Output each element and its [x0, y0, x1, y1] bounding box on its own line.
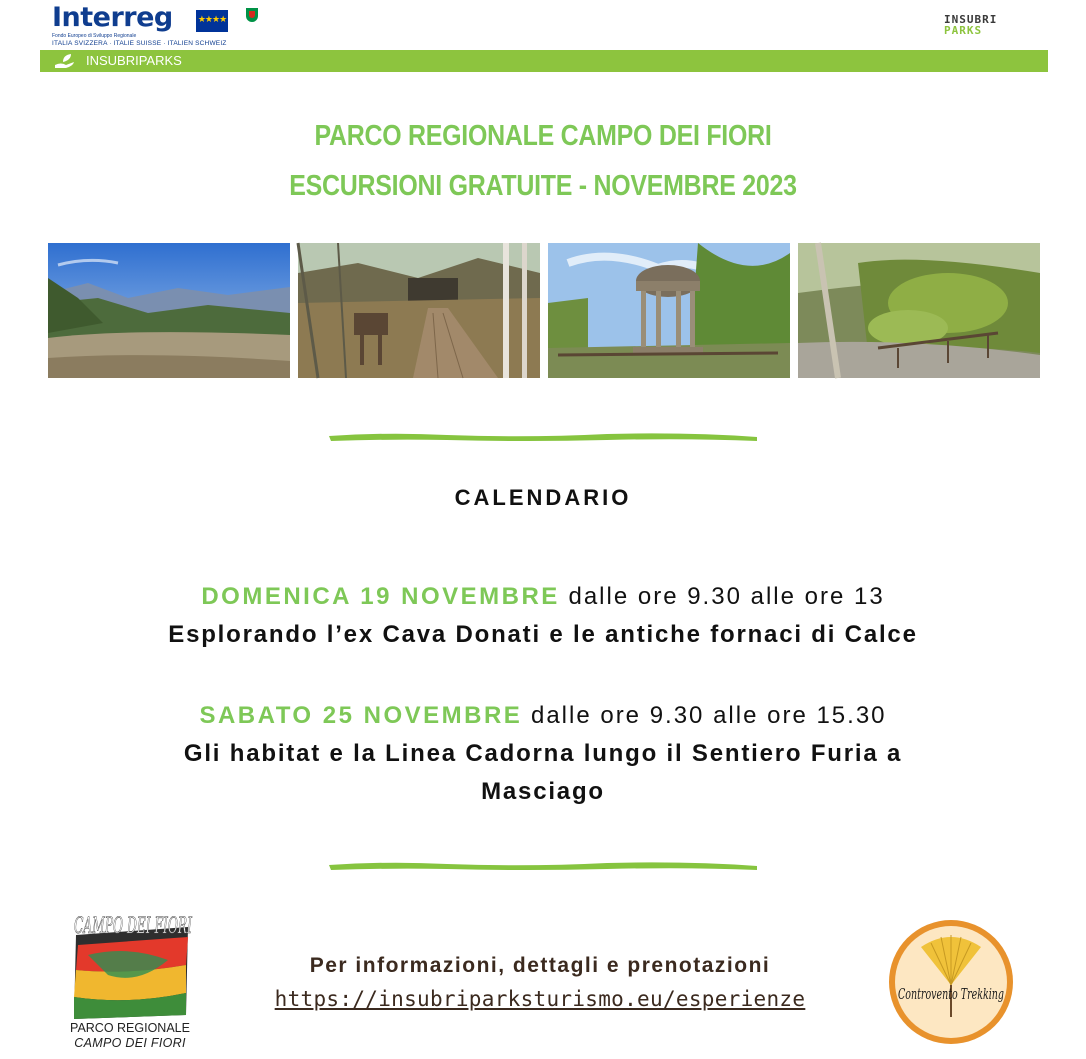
info-label: Per informazioni, dettagli e prenotazioni: [309, 954, 771, 977]
event-title: Gli habitat e la Linea Cadorna lungo il Sentiero Furia a: [183, 740, 903, 767]
calendar-heading: CALENDARIO: [454, 485, 632, 510]
hand-leaf-icon: [54, 53, 76, 69]
mossy-cliff-photo: [798, 243, 1040, 378]
subsidy-text: Fondo Europeo di Sviluppo Regionale: [52, 33, 137, 39]
boardwalk-photo: [298, 243, 540, 378]
page-subtitle: ESCURSIONI GRATUITE - NOVEMBRE 2023: [289, 170, 797, 202]
event-title-continued: Masciago: [481, 778, 605, 805]
event-date: DOMENICA 19 NOVEMBRE: [201, 583, 560, 610]
page-title: PARCO REGIONALE CAMPO DEI FIORI: [314, 120, 772, 152]
controvento-trekking-logo: [886, 917, 1016, 1047]
interreg-logo: Interreg: [52, 2, 173, 33]
swiss-italian-shield-icon: [246, 8, 258, 22]
insubriparks-logo: INSUBRI PARKS: [944, 13, 998, 37]
event-time: dalle ore 9.30 alle ore 15.30: [522, 702, 887, 729]
project-bar: [40, 50, 1048, 72]
info-link[interactable]: https://insubriparksturismo.eu/esperienze: [274, 987, 806, 1011]
svg-text:Controvento Trekking: Controvento Trekking: [898, 985, 1004, 1003]
event-time: dalle ore 9.30 alle ore 13: [559, 583, 885, 610]
tempietto-photo: [548, 243, 790, 378]
event-item: [0, 697, 1086, 811]
eu-flag-icon: ★★★★: [196, 10, 228, 32]
svg-text:CAMPO DEI FIORI: CAMPO DEI FIORI: [74, 914, 193, 939]
mountain-panorama-photo: [48, 243, 290, 378]
event-item: [0, 578, 1086, 654]
park-name: PARCO REGIONALE CAMPO DEI FIORI: [70, 1021, 190, 1050]
event-date: SABATO 25 NOVEMBRE: [199, 702, 523, 729]
brush-divider: [327, 858, 761, 874]
countries-text: ITALIA SVIZZERA · ITALIE SUISSE · ITALIEN SCHWEIZ: [52, 40, 227, 47]
header-banner: [40, 0, 1048, 85]
project-name: INSUBRIPARKS: [86, 53, 182, 68]
brush-divider: [327, 429, 761, 445]
event-title: Esplorando l’ex Cava Donati e le antiche fornaci di Calce: [168, 621, 918, 648]
